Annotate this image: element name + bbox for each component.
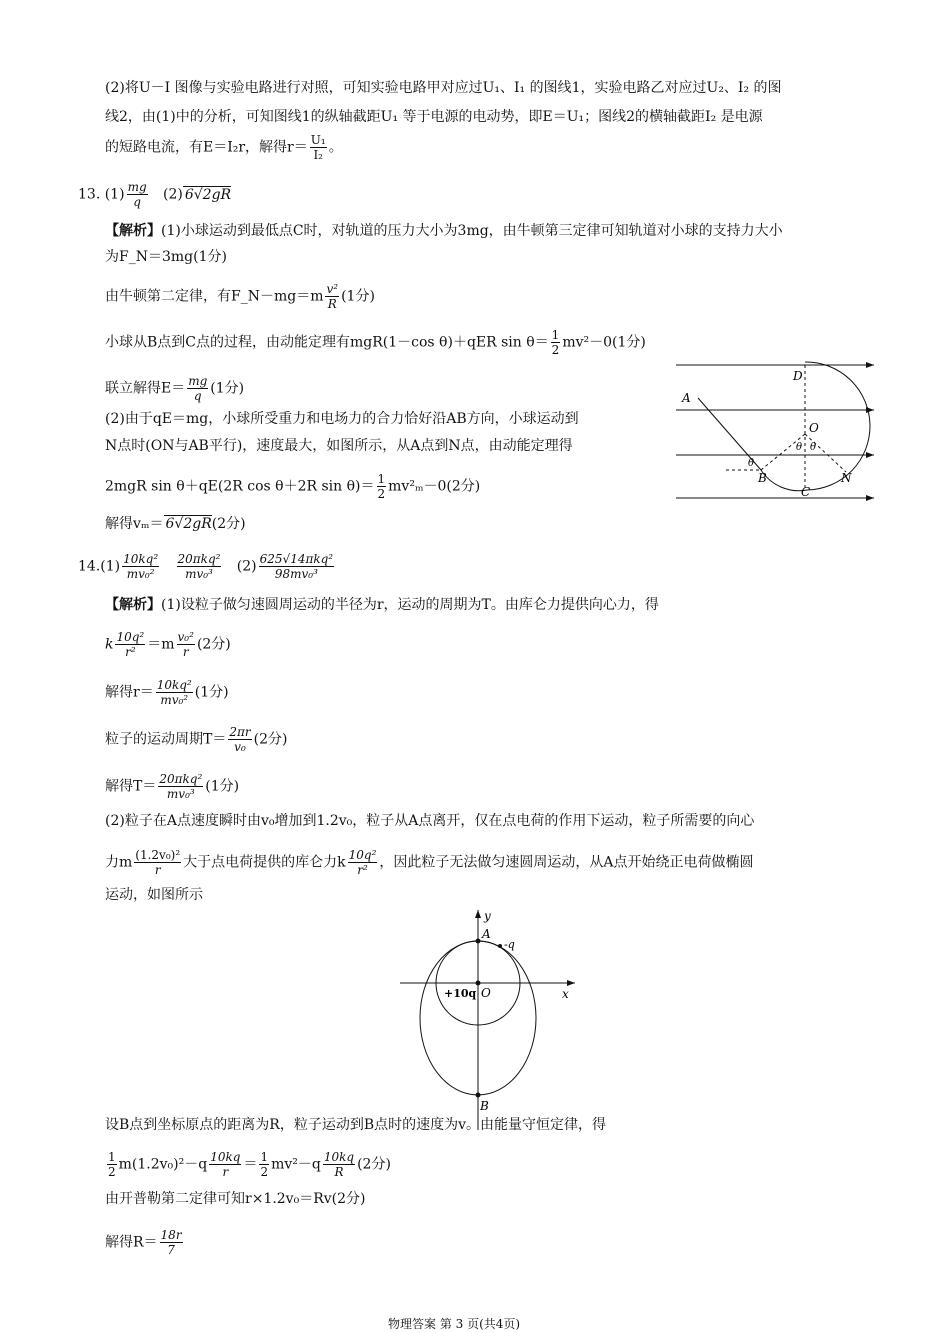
q14-analysis-3: 解得r＝ $\frac{\text{10kq²}}{\text{mv₀²}}$ (1分): [105, 678, 229, 707]
charge-pos-dot: [476, 981, 481, 986]
radius-on: [805, 434, 846, 472]
q13-analysis-5: 联立解得E＝ $\frac{mg}{q}$ (1分): [105, 374, 245, 403]
q14-analysis-1: 【解析】(1)设粒子做匀速圆周运动的半径为r，运动的周期为T。由库仑力提供向心力，得: [105, 597, 659, 613]
q13-analysis-9: 解得vₘ＝ 6√2gR(2分): [105, 516, 246, 532]
q13-track-figure: [676, 360, 876, 505]
q14-answer-line: 14.(1) $\frac{\text{10kq²}}{\text{mv₀²}}$ $\frac{\text{20πkq²}}{\text{mv₀³}}$ (2) $\frac{\text{625√14πkq²}}{\text{98mv₀³}}$: [78, 552, 334, 581]
q13-analysis-3: 由牛顿第二定律，有F_N－mg＝m $\frac{\text{v²}}{R}$ (1分): [105, 282, 375, 311]
label-y: y: [484, 909, 491, 923]
label-a: A: [682, 391, 691, 405]
q13-analysis-1: 【解析】(1)小球运动到最低点C时，对轨道的压力大小为3mg，由牛顿第三定律可知轨道对小球的支持力大小: [105, 223, 783, 239]
label-x: x: [562, 987, 569, 1001]
label-pos-charge: +10q: [444, 987, 477, 1000]
q14-analysis-7: 力m $\frac{\text{(1.2v₀)²}}{r}$ 大于点电荷提供的库仑力k $\frac{\text{10q²}}{\text{r²}}$ ，因此粒子无法做匀速圆周运动，从A点开始绕正电荷做椭圆: [105, 848, 754, 877]
label-d: D: [793, 369, 803, 383]
label-o: O: [809, 421, 819, 435]
q14-analysis-6: (2)粒子在A点速度瞬时由v₀增加到1.2v₀，粒子从A点离开，仅在点电荷的作用下运动，粒子所需要的向心: [105, 813, 755, 829]
para-q12-line3: 的短路电流，有E＝I₂r，解得r＝ $\frac{\text{U₁}}{\text{I₂}}$ 。: [105, 133, 343, 162]
q14-analysis-4: 粒子的运动周期T＝ $\frac{2\pi r}{\text{v₀}}$ (2分): [105, 725, 288, 754]
q13-analysis-7: N点时(ON与AB平行)，速度最大，如图所示，从A点到N点，由动能定理得: [105, 438, 573, 454]
q14-analysis-12: 解得R＝ $\frac{18r}{7}$: [105, 1228, 182, 1257]
q14-analysis-8: 运动，如图所示: [105, 887, 203, 903]
q14-analysis-11: 由开普勒第二定律可知r×1.2v₀＝Rv(2分): [105, 1191, 366, 1207]
q13-analysis-2: 为F_N＝3mg(1分): [105, 249, 227, 265]
q14-analysis-10: $\frac{1}{2}$ m(1.2v₀)²－q $\frac{10kq}{r}$ ＝ $\frac{1}{2}$ mv²－q $\frac{10kq}{R}$ (2分): [108, 1150, 391, 1179]
page-footer: 物理答案 第 3 页(共4页): [388, 1317, 521, 1331]
label-theta2: θ: [810, 442, 817, 453]
label-a: A: [482, 927, 491, 941]
q14-analysis-2: k $\frac{\text{10q²}}{\text{r²}}$ ＝m $\frac{\text{v₀²}}{r}$ (2分): [105, 630, 231, 659]
point-a-dot: [476, 939, 481, 944]
q14-analysis-9: 设B点到坐标原点的距离为R，粒子运动到B点时的速度为v。由能量守恒定律，得: [105, 1117, 607, 1133]
q13-analysis-6: (2)由于qE＝mg，小球所受重力和电场力的合力恰好沿AB方向，小球运动到: [105, 411, 579, 427]
para-q12-line2: 线2，由(1)中的分析，可知图线1的纵轴截距U₁ 等于电源的电动势，即E＝U₁；图线2的横轴截距I₂ 是电源: [105, 109, 763, 125]
label-c: C: [801, 485, 811, 499]
label-b: B: [758, 471, 767, 485]
label-neg-q: -q: [504, 938, 515, 951]
label-b: B: [480, 1099, 489, 1113]
label-theta3: θ: [748, 458, 755, 469]
q14-orbit-figure: [400, 908, 580, 1133]
q14-analysis-5: 解得T＝ $\frac{\text{20πkq²}}{\text{mv₀³}}$ (1分): [105, 772, 240, 801]
q13-analysis-8: 2mgR sin θ＋qE(2R cos θ＋2R sin θ)＝ $\frac{1}{2}$ mv²ₘ－0(2分): [105, 472, 481, 501]
label-o: O: [481, 986, 491, 1000]
q13-analysis-4: 小球从B点到C点的过程，由动能定理有mgR(1－cos θ)＋qER sin θ＝ $\frac{1}{2}$ mv²－0(1分): [105, 328, 646, 357]
label-n: N: [841, 471, 852, 485]
point-b-dot: [476, 1093, 481, 1098]
charge-neg-dot: [498, 944, 502, 948]
label-theta1: θ: [796, 442, 803, 453]
para-q12-line1: (2)将U－I 图像与实验电路进行对照，可知实验电路甲对应过U₁、I₁ 的图线1，实验电路乙对应过U₂、I₂ 的图: [105, 80, 782, 96]
q13-answer-line: 13. (1) $\frac{mg}{q}$ (2) 6√2gR: [78, 180, 232, 209]
